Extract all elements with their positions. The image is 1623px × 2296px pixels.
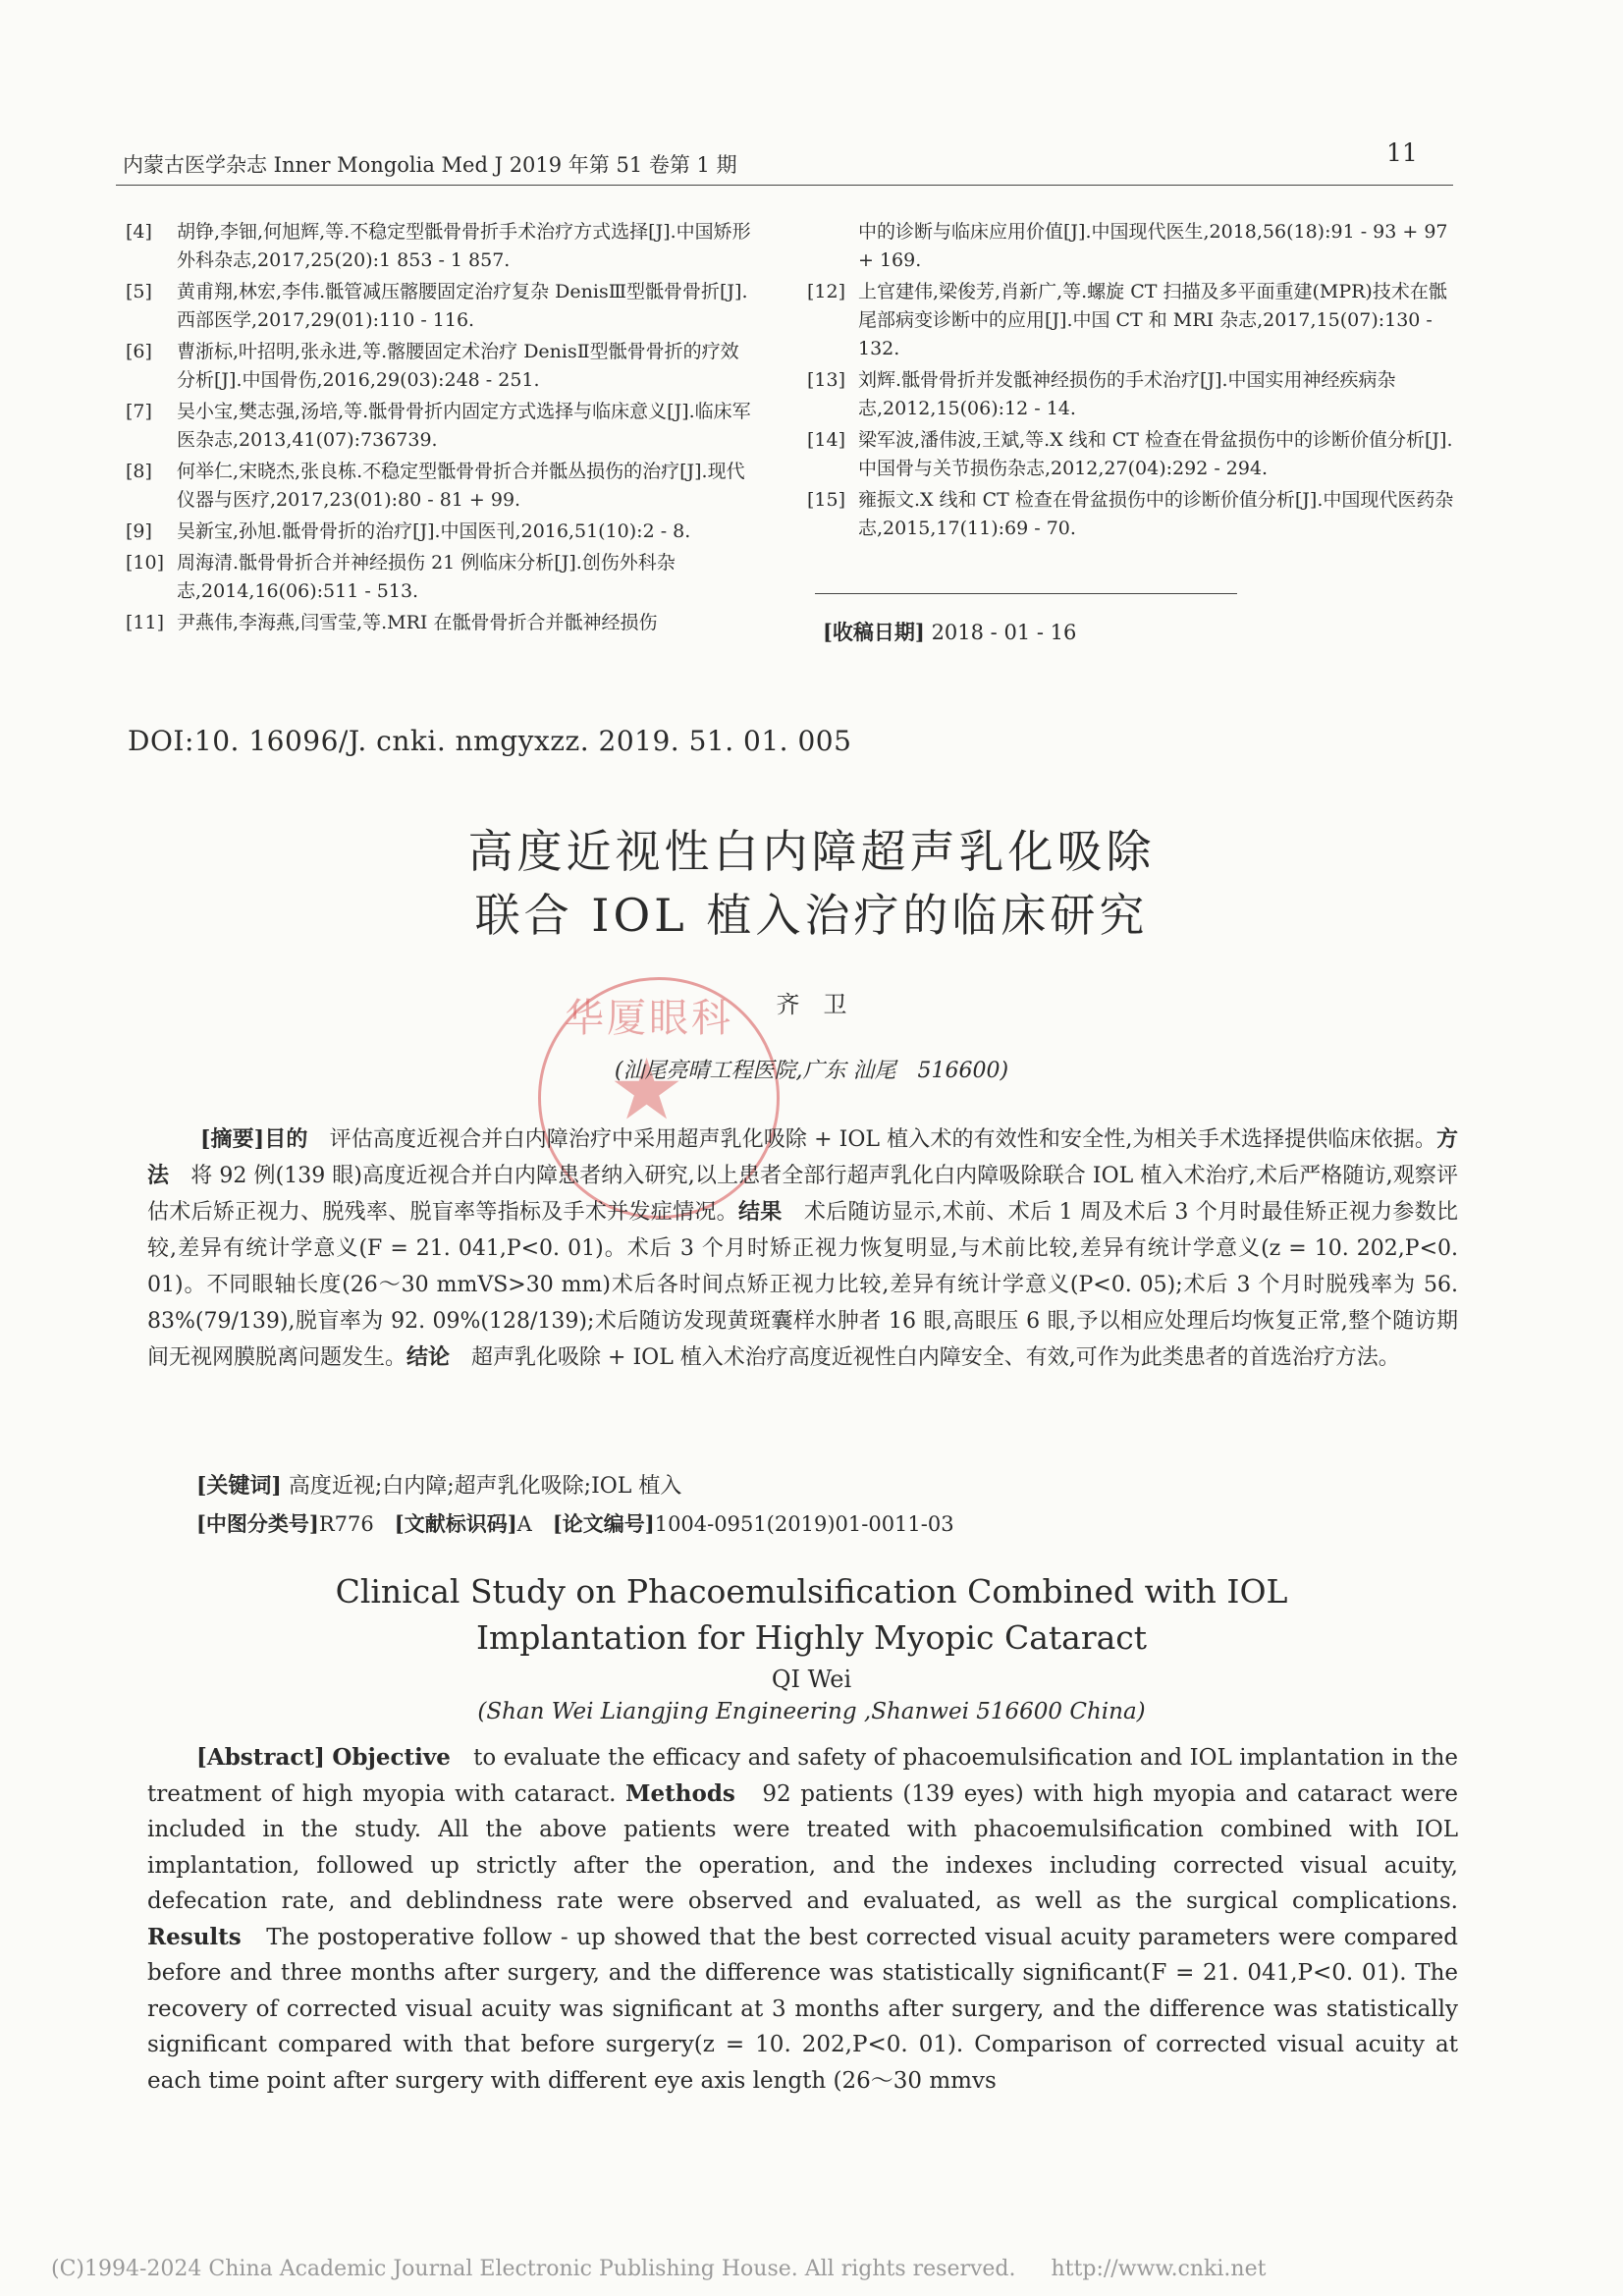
title-en-line2: Implantation for Highly Myopic Cataract [475, 1618, 1148, 1657]
title-en-line1: Clinical Study on Phacoemulsification Combined with IOL [335, 1572, 1288, 1611]
reference-item: [4] 胡铮,李钿,何旭辉,等.不稳定型骶骨骨折手术治疗方式选择[J].中国矫形外科杂志,2017,25(20):1 853 - 1 857. [126, 221, 751, 271]
author-cn: 齐 卫 [776, 991, 847, 1018]
references-left-column [126, 218, 754, 640]
reference-item: [5] 黄甫翔,林宏,李伟.骶管减压髂腰固定治疗复杂 DenisⅢ型骶骨骨折[J].西部医学,2017,29(01):110 - 116. [126, 281, 748, 331]
references-end-rule [815, 593, 1237, 594]
reference-item: [9] 吴新宝,孙旭.骶骨骨折的治疗[J].中国医刊,2016,51(10):2 - 8. [126, 520, 691, 542]
received-date: [收稿日期] 2018 - 01 - 16 [823, 620, 1077, 644]
journal-header: 内蒙古医学杂志 Inner Mongolia Med J 2019 年第 51 卷第 1 期 [123, 153, 737, 177]
reference-item: [12] 上官建伟,梁俊芳,肖新广,等.螺旋 CT 扫描及多平面重建(MPR)技术在骶尾部病变诊断中的应用[J].中国 CT 和 MRI 杂志,2017,15(07):130 - 132. [807, 281, 1447, 359]
classification-line: [中图分类号]R776 [文献标识码]A [论文编号]1004-0951(2019)01-0011-03 [196, 1511, 954, 1536]
reference-item: 中的诊断与临床应用价值[J].中国现代医生,2018,56(18):91 - 93 + 97 + 169. [858, 221, 1448, 271]
reference-item: [10] 周海清.骶骨骨折合并神经损伤 21 例临床分析[J].创伤外科杂志,2014,16(06):511 - 513. [126, 552, 676, 602]
abstract-en: [Abstract] Objective to evaluate the efficacy and safety of phacoemulsification and IOL implantation in the treatment of high myopia with cataract. Methods 92 patients (139 eyes) with high myopia and cataract were included in the study. All the above patients were treated with phacoemulsification combined with IOL implantation, followed up strictly after the operation, and the indexes including corrected visual acuity, defecation rate, and deblindness rate were observed and evaluated, as well as the surgical complications. Results The postoperative follow - up showed that the best corrected visual acuity parameters were compared before and three months after surgery, and the difference was statistically significant(F = 21. 041,P<0. 01). The recovery of corrected visual acuity was significant at 3 months after surgery, and the difference was statistically significant compared with that before surgery(z = 10. 202,P<0. 01). Comparison of corrected visual acuity at each time point after surgery with different eye axis length (26～30 mmvs [147, 1744, 1458, 2094]
reference-item: [6] 曹浙标,叶招明,张永进,等.髂腰固定术治疗 DenisⅡ型骶骨骨折的疗效分析[J].中国骨伤,2016,29(03):248 - 251. [126, 341, 739, 391]
reference-item: [8] 何举仁,宋晓杰,张良栋.不稳定型骶骨骨折合并骶丛损伤的治疗[J].现代仪器与医疗,2017,23(01):80 - 81 + 99. [126, 461, 745, 511]
reference-item: [14] 梁军波,潘伟波,王斌,等.X 线和 CT 检查在骨盆损伤中的诊断价值分析[J].中国骨与关节损伤杂志,2012,27(04):292 - 294. [807, 429, 1453, 479]
page-number: 11 [1386, 138, 1418, 167]
reference-item: [11] 尹燕伟,李海燕,闫雪莹,等.MRI 在骶骨骨折合并骶神经损伤 [126, 612, 658, 633]
references-right-column [807, 218, 1460, 546]
affiliation-cn: (汕尾亮晴工程医院,广东 汕尾 516600) [614, 1059, 1009, 1083]
header-rule [116, 185, 1453, 186]
doi: DOI:10. 16096/J. cnki. nmgyxzz. 2019. 51. 01. 005 [128, 725, 852, 757]
reference-item: [13] 刘辉.骶骨骨折并发骶神经损伤的手术治疗[J].中国实用神经疾病杂志,2012,15(06):12 - 14. [807, 369, 1396, 419]
keywords: [关键词] 高度近视;白内障;超声乳化吸除;IOL 植入 [196, 1473, 682, 1499]
reference-item: [7] 吴小宝,樊志强,汤培,等.骶骨骨折内固定方式选择与临床意义[J].临床军医杂志,2013,41(07):736739. [126, 401, 751, 451]
cnki-link[interactable]: http://www.cnki.net [1051, 2257, 1267, 2281]
title-cn-line2: 联合 IOL 植入治疗的临床研究 [474, 889, 1149, 942]
title-cn-line1: 高度近视性白内障超声乳化吸除 [467, 825, 1156, 878]
stamp-star-icon: ★ [609, 1041, 685, 1139]
stamp-text: 华厦眼科 [565, 996, 733, 1041]
reference-item: [15] 雍振文.X 线和 CT 检查在骨盆损伤中的诊断价值分析[J].中国现代医药杂志,2015,17(11):69 - 70. [807, 489, 1454, 539]
author-en: QI Wei [771, 1666, 852, 1693]
copyright-footer: (C)1994-2024 China Academic Journal Electronic Publishing House. All rights reserved. http://www.cnki.net [51, 2257, 1267, 2281]
abstract-cn: [摘要]目的 评估高度近视合并白内障治疗中采用超声乳化吸除 + IOL 植入术的有效性和安全性,为相关手术选择提供临床依据。方法 将 92 例(139 眼)高度近视合并白内障患者纳入研究,以上患者全部行超声乳化白内障吸除联合 IOL 植入术治疗,术后严格随访,观察评估术后矫正视力、脱残率、脱盲率等指标及手术并发症情况。结果 术后随访显示,术前、术后 1 周及术后 3 个月时最佳矫正视力参数比较,差异有统计学意义(F = 21. 041,P<0. 01)。术后 3 个月时矫正视力恢复明显,与术前比较,差异有统计学意义(z = 10. 202,P<0. 01)。不同眼轴长度(26～30 mmVS>30 mm)术后各时间点矫正视力比较,差异有统计学意义(P<0. 05);术后 3 个月时脱残率为 56. 83%(79/139),脱盲率为 92. 09%(128/139);术后随访发现黄斑囊样水肿者 16 眼,高眼压 6 眼,予以相应处理后均恢复正常,整个随访期间无视网膜脱离问题发生。结论 超声乳化吸除 + IOL 植入术治疗高度近视性白内障安全、有效,可作为此类患者的首选治疗方法。 [147, 1126, 1458, 1370]
affiliation-en: (Shan Wei Liangjing Engineering ,Shanwei 516600 China) [477, 1699, 1146, 1724]
